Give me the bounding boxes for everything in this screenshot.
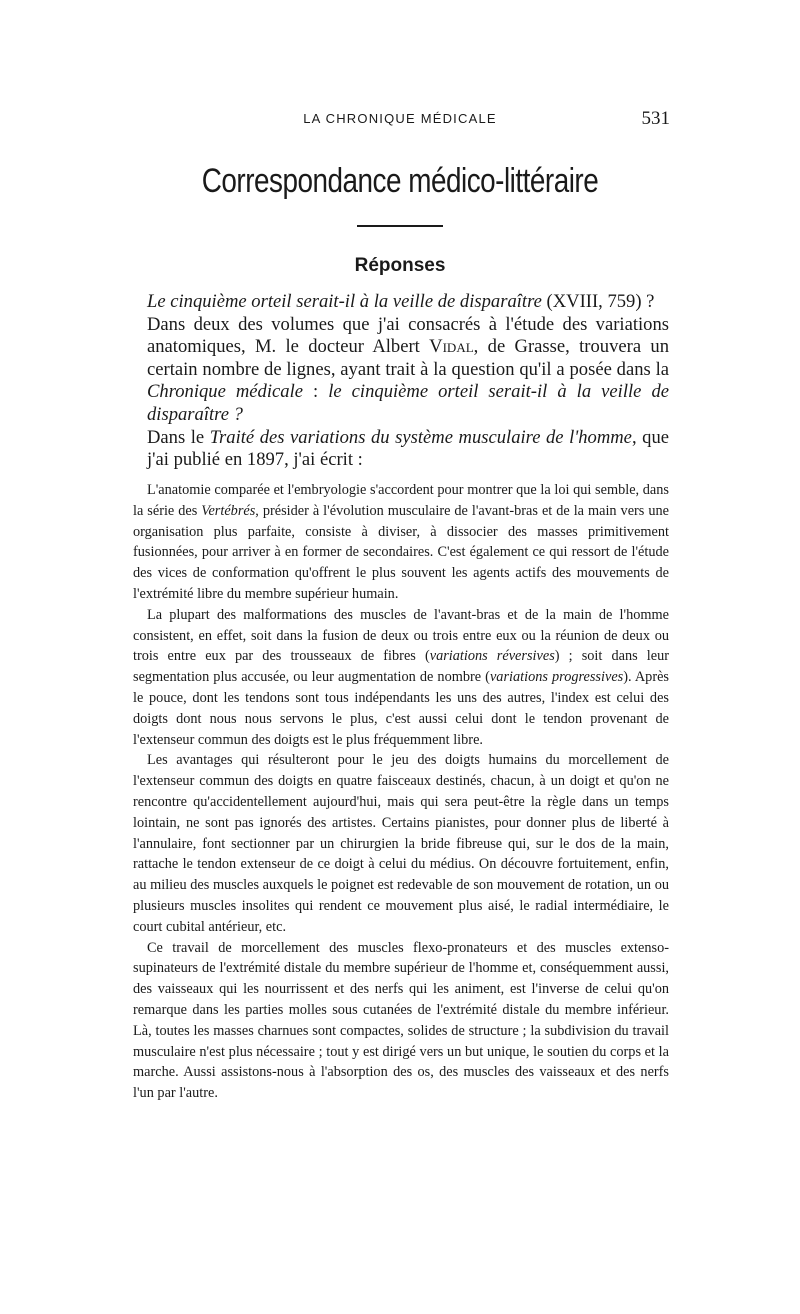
query-reference: (XVIII, 759) ?: [541, 291, 655, 312]
intro-p1-c: :: [303, 381, 329, 403]
page-number: 531: [641, 108, 670, 129]
running-title: LA CHRONIQUE MÉDICALE: [303, 111, 497, 126]
intro-p1-a: Dans deux des volumes que j'ai consacrés à l'étude des variations anatomiques, M. le docteur Albert: [147, 313, 669, 358]
quote-reversives: variations réversives: [429, 648, 555, 665]
quote-paragraph-1: [133, 480, 669, 605]
journal-name: Chronique médicale: [147, 381, 303, 403]
intro-paragraph-2: [147, 427, 669, 472]
treatise-title: Traité des variations du système musculaire de l'homme: [209, 426, 632, 448]
quote-p2-c: ). Après le pouce, dont les tendons sont tous indépendants les uns des autres, l'index est celui des doigts dont nous nous servons le plus, c'est aussi celui dont le tendon provenant de l'extenseur commun des doigts est le plus fréquemment libre.: [133, 669, 669, 748]
running-head: [130, 108, 670, 132]
author-name: Vidal: [429, 336, 474, 358]
intro-p2-a: Dans le: [147, 426, 210, 448]
quote-p2-b: ) ; soit dans leur segmentation plus accusée, ou leur augmentation de nombre (: [133, 648, 669, 686]
intro-p1-b: , de Grasse, trouvera un certain nombre de lignes, ayant trait à la question qu'il a posée dans la: [147, 336, 670, 380]
title-divider: [357, 225, 443, 227]
quote-paragraph-2: [133, 605, 669, 751]
intro-text: [147, 291, 669, 472]
article-title: Correspondance médico-littéraire: [201, 162, 599, 200]
question-italic: le cinquième orteil serait-il à la veille de disparaître ?: [147, 381, 669, 425]
intro-paragraph-1: [147, 314, 669, 427]
section-heading: Réponses: [354, 255, 446, 276]
query-italic: Le cinquième orteil serait-il à la veille de disparaître: [147, 291, 542, 312]
quote-p1-a: L'anatomie comparée et l'embryologie s'accordent pour montrer que la loi qui semble, dans la série des: [133, 482, 669, 519]
quote-paragraph-3: Les avantages qui résulteront pour le jeu des doigts humains du morcellement de l'extenseur commun des doigts en quatre faisceaux destinés, chacun, à un doigt et qu'on ne rencontre qu'accidentellement aujourd'hui, mais qui sera peut-être la règle dans un temps lointain, ne sont pas ignorés des artistes. Certains pianistes, pour donner plus de liberté à l'annulaire, font sectionner par un chirurgien la bride fibreuse qui, sur le dos de la main, rattache le tendon extenseur de ce doigt à celui du médius. On découvre fortuitement, enfin, au milieu des muscles auxquels le poignet est redevable de son mouvement de rotation, un ou plusieurs muscles insolites qui rendent ce mouvement plus aisé, le radial intermédiaire, le court cubital antérieur, etc.: [133, 752, 669, 935]
intro-p2-b: , que j'ai publié en 1897, j'ai écrit :: [147, 426, 669, 471]
query-line: [147, 291, 669, 314]
quote-vertebres: Vertébrés: [201, 502, 256, 519]
quote-paragraph-4: Ce travail de morcellement des muscles flexo-pronateurs et des muscles extenso-supinateurs de l'extrémité distale du membre supérieur de l'homme et, conséquemment aussi, des vaisseaux qui les nourrissent et des nerfs qui les animent, est l'inverse de celui qu'on remarque dans les parties molles sous cutanées de l'extrémité distale du membre inférieur. Là, toutes les masses charnues sont compactes, solides de structure ; la subdivision du travail musculaire n'est plus nécessaire ; tout y est dirigé vers un but unique, le soutien du corps et la marche. Aussi assistons-nous à l'absorption des os, des muscles des vaisseaux et des nerfs l'un par l'autre.: [133, 939, 669, 1102]
quoted-passage: [133, 480, 669, 1104]
quote-progressives: variations progressives: [489, 669, 624, 686]
quote-p1-b: , présider à l'évolution musculaire de l'avant-bras et de la main vers une organisation plus parfaite, consiste à diviser, à dissocier des masses primitivement fusionnées, pour arriver à en former de secondaires. C'est également ce qui ressort de l'étude des vices de conformation qu'offrent le plus souvent les agents actifs des mouvements de l'extrémité libre du membre supérieur humain.: [133, 502, 669, 602]
quote-p2-a: La plupart des malformations des muscles de l'avant-bras et de la main de l'homme consistent, en effet, soit dans la fusion de deux ou trois entre eux ou la réunion de deux ou trois entre eux par des trousseaux de fibres (: [133, 606, 669, 665]
